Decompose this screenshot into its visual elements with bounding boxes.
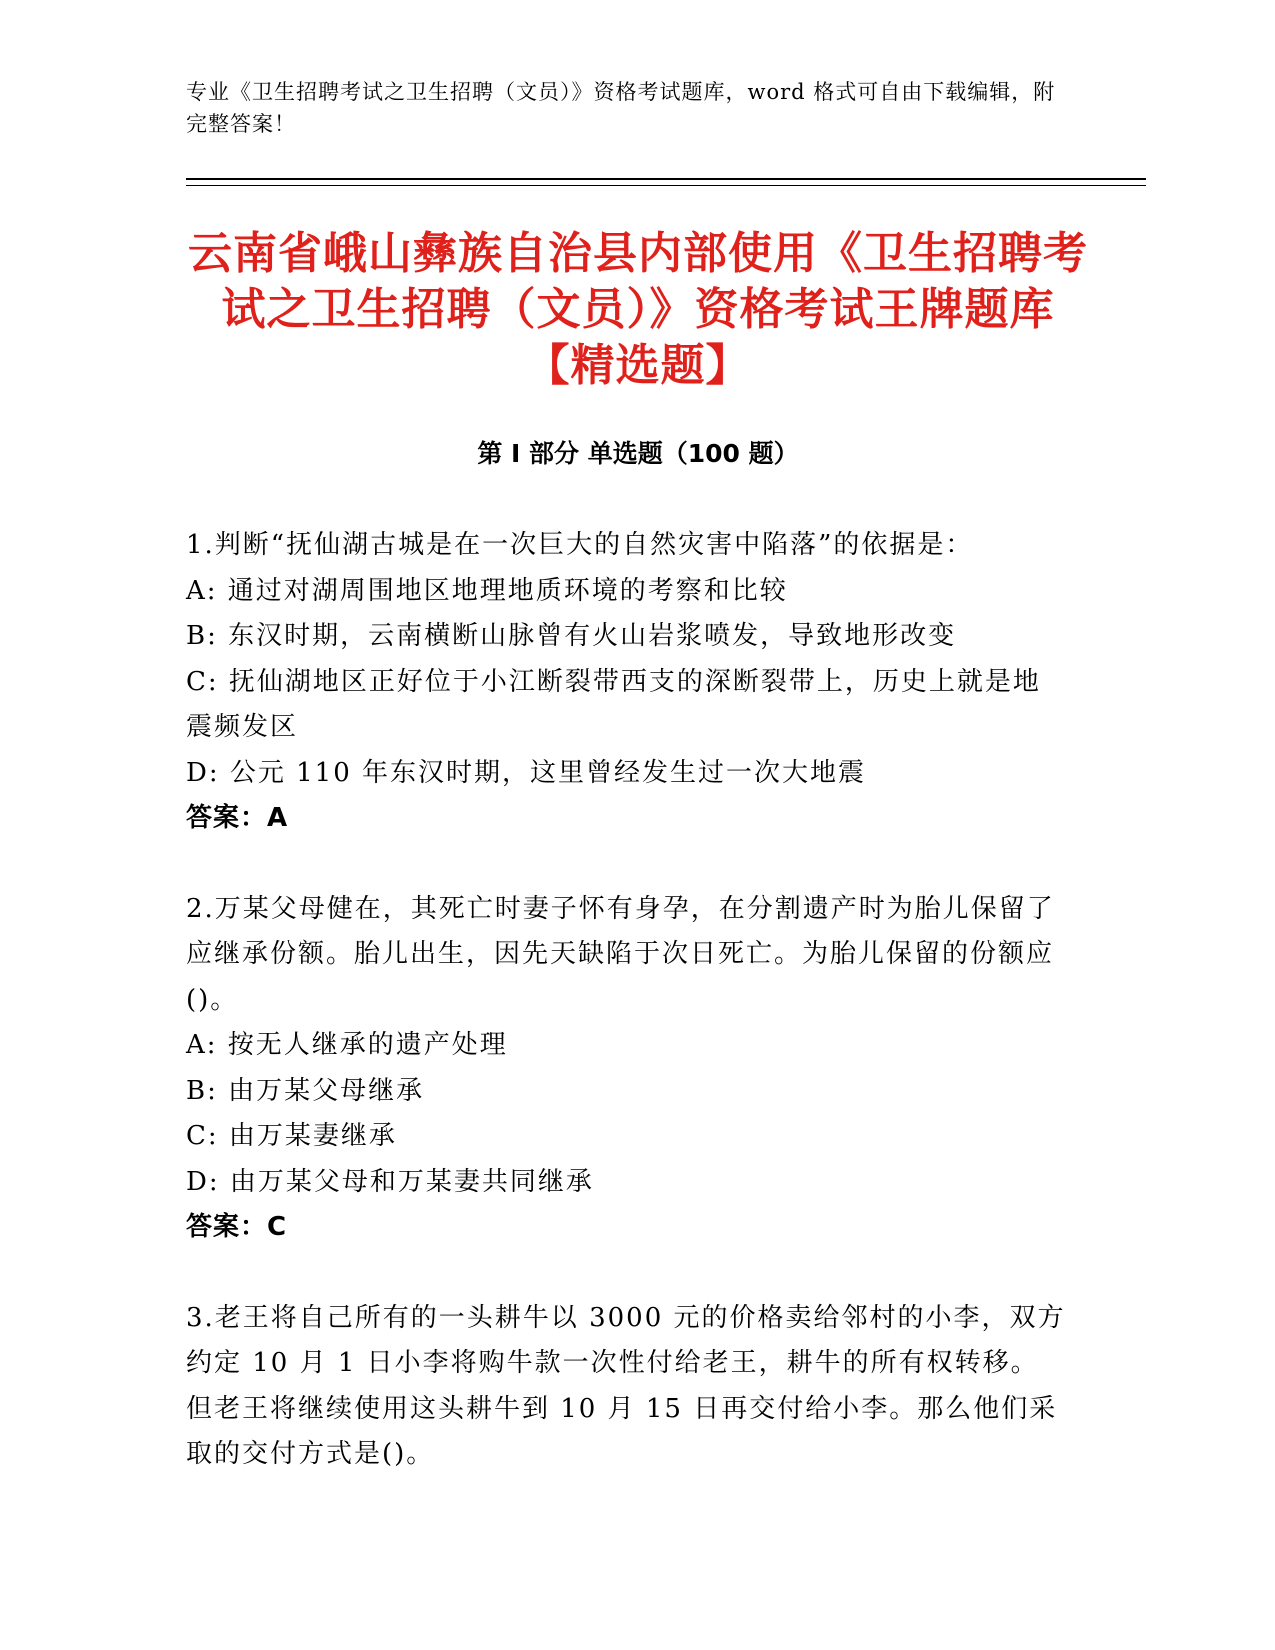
answer-label: 答案：A [186,803,289,833]
option-c: C: 抚仙湖地区正好位于小江断裂带西支的深断裂带上，历史上就是地震频发区 [186,666,1041,742]
question-1 [186,523,1066,842]
question-text: 1.判断“抚仙湖古城是在一次巨大的自然灾害中陷落”的依据是： [186,530,974,560]
question-text: 3.老王将自己所有的一头耕牛以 3000 元的价格卖给邻村的小李，双方约定 10 月 1 日小李将购牛款一次性付给老王，耕牛的所有权转移。但老王将继续使用这头耕牛到 10 月 15 日再交付给小李。那么他们采取的交付方式是()。 [186,1302,1066,1469]
answer-label: 答案：C [186,1212,288,1242]
header-divider-thick [186,178,1146,180]
header-note: 专业《卫生招聘考试之卫生招聘（文员）》资格考试题库，word 格式可自由下载编辑，附完整答案！ [186,80,1056,136]
option-a: A: 通过对湖周围地区地理地质环境的考察和比较 [186,575,788,606]
question-list [186,523,1066,1523]
option-b: B: 由万某父母继承 [186,1075,425,1106]
option-a: A: 按无人继承的遗产处理 [186,1030,508,1060]
question-text: 2.万某父母健在，其死亡时妻子怀有身孕，在分割遗产时为胎儿保留了应继承份额。胎儿出生，因先天缺陷于次日死亡。为胎儿保留的份额应()。 [186,893,1055,1015]
option-b: B: 东汉时期，云南横断山脉曾有火山岩浆喷发，导致地形改变 [186,621,957,651]
question-2 [186,887,1066,1251]
option-d: D: 由万某父母和万某妻共同继承 [186,1166,594,1197]
option-d: D: 公元 110 年东汉时期，这里曾经发生过一次大地震 [186,757,867,788]
document-title: 云南省峨山彝族自治县内部使用《卫生招聘考试之卫生招聘（文员）》资格考试王牌题库【精选题】 [188,228,1088,391]
option-c: C: 由万某妻继承 [186,1121,397,1151]
section-heading: 第 I 部分 单选题（100 题） [477,439,799,468]
header-divider-thin [186,185,1146,186]
question-3 [186,1296,1066,1478]
